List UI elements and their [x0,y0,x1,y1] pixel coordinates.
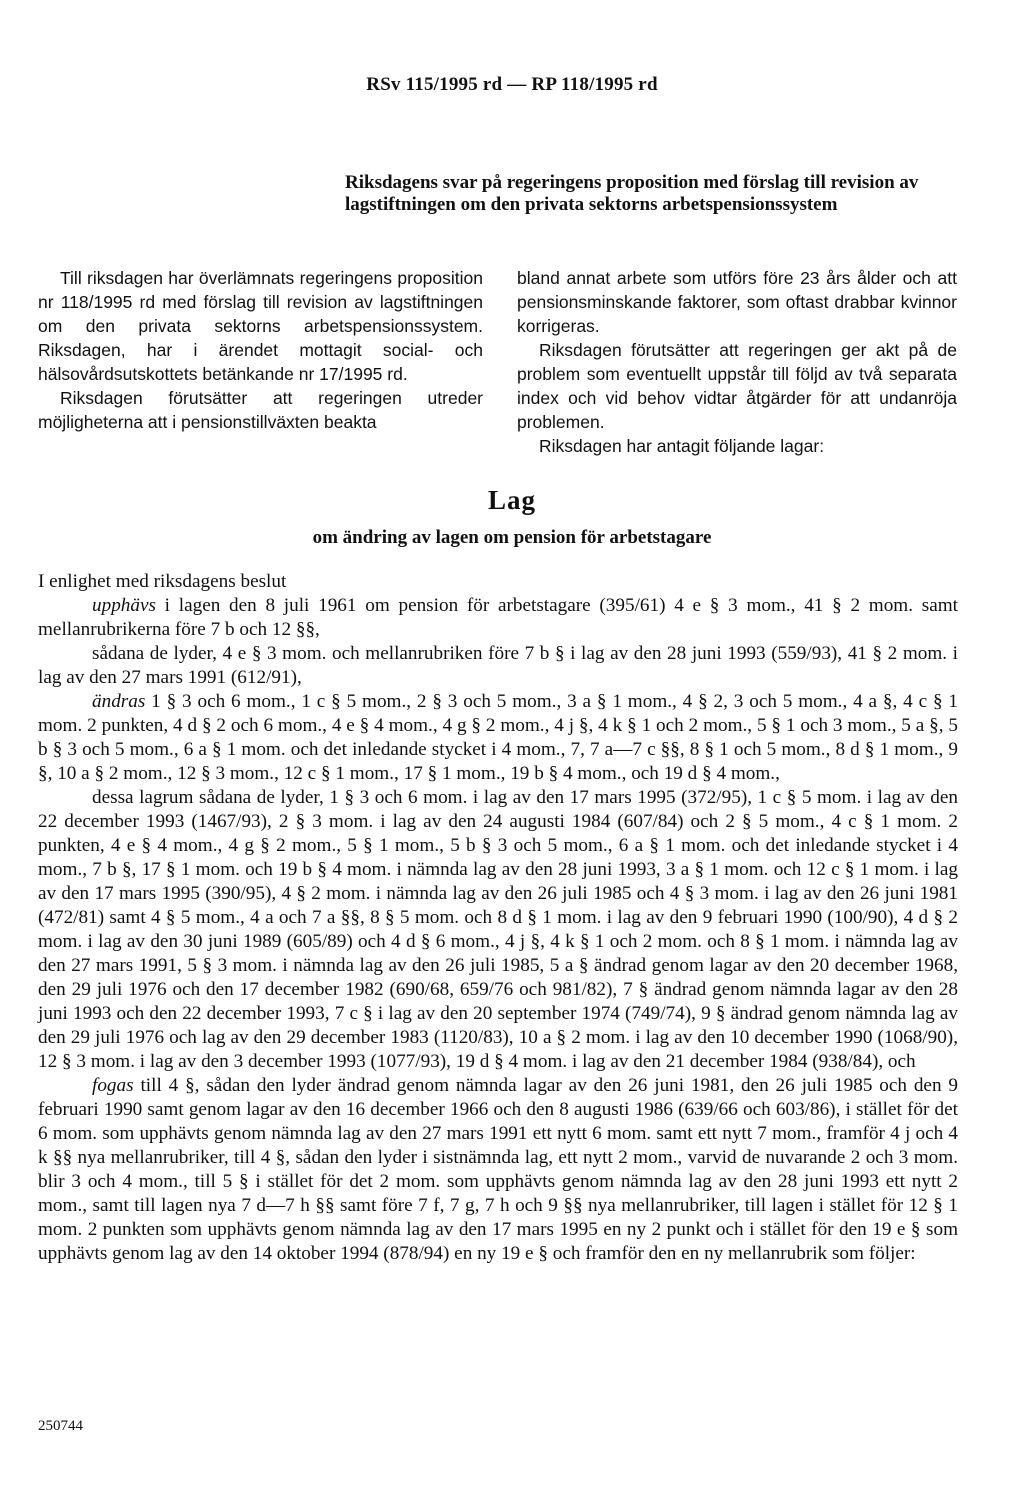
andras-paragraph [38,690,958,786]
page-footer-number: 250744 [38,1418,83,1434]
law-title: Lag [487,485,536,515]
upphavs-paragraph [38,594,958,642]
law-subtitle: om ändring av lagen om pension för arbetstagare [312,527,712,548]
fogas-text: till 4 §, sådan den lyder ändrad genom nämnda lagar av den 26 juni 1981, den 26 juli 1985 och den 9 februari 1990 samt genom lagar av den 16 december 1966 och den 8 augusti 1986 (639/66 och 603/86), i stället för det 6 mom. som upphävts genom nämnda lag av den 27 mars 1991 ett nytt 6 mom. samt ett nytt 7 mom., framför 4 j och 4 k §§ nya mellanrubriker, till 4 §, sådan den lyder i sistnämnda lag, ett nytt 2 mom., varvid de nuvarande 2 och 3 mom. blir 3 och 4 mom., till 5 § i stället för det 2 mom. som upphävts genom nämnda lag av den 28 juni 1993 ett nytt 2 mom., samt till lagen nya 7 d—7 h §§ samt före 7 f, 7 g, 7 h och 9 §§ nya mellanrubriker, till lagen i stället för 12 § 1 mom. 2 punkten som upphävts genom nämnda lag av den 17 mars 1995 en ny 2 punkt och i stället för den 19 e § som upphävts genom lag av den 14 oktober 1994 (878/94) en ny 19 e § och framför den en ny mellanrubrik som följer: [38,1075,958,1264]
page-header: RSv 115/1995 rd — RP 118/1995 rd [366,74,658,95]
right-column [517,266,957,458]
left-paragraph-1: Till riksdagen har överlämnats regeringens proposition nr 118/1995 rd med förslag till revision av lagstiftningen om den privata sektorns arbetspensionssystem. Riksdagen, har i ärendet mottagit social- och hälsovårdsutskottets betänkande nr 17/1995 rd. [38,268,483,384]
left-paragraph-2: Riksdagen förutsätter att regeringen utreder möjligheterna att i pensionstillväxten beakta [38,388,483,432]
andras-sub-paragraph: dessa lagrum sådana de lyder, 1 § 3 och 6 mom. i lag av den 17 mars 1995 (372/95), 1 c § 5 mom. i lag av den 22 december 1993 (1467/93), 2 § 3 mom. i lag av den 24 augusti 1984 (607/84) och 2 § 5 mom., 4 c § 1 mom. 2 punkten, 4 e § 4 mom., 4 g § 2 mom., 5 § 1 mom., 5 b § 3 och 5 mom., 6 a § 1 mom. och det inledande stycket i 4 mom., 7 b §, 17 § 1 mom. och 19 b § 4 mom. i nämnda lag av den 28 juni 1993, 3 a § 1 mom. och 12 c § 1 mom. i lag av den 17 mars 1995 (390/95), 4 § 2 mom. i nämnda lag av den 26 juli 1985 och 4 § 3 mom. i lag av den 26 juni 1981 (472/81) samt 4 § 5 mom., 4 a och 7 a §§, 8 § 5 mom. och 8 d § 1 mom. i lag av den 9 februari 1990 (100/90), 4 d § 2 mom. i lag av den 30 juni 1989 (605/89) och 4 d § 6 mom., 4 j §, 4 k § 1 och 2 mom. och 8 § 1 mom. i nämnda lag av den 27 mars 1991, 5 § 3 mom. i nämnda lag av den 26 juli 1985, 5 a § ändrad genom lagar av den 20 december 1968, den 29 juli 1976 och den 17 december 1982 (690/68, 659/76 och 981/82), 7 § ändrad genom nämnda lagar av den 28 juni 1993 och den 22 december 1993, 7 c § i lag av den 20 september 1974 (749/74), 9 § ändrad genom nämnda lag av den 29 juli 1976 och lag av den 29 december 1983 (1120/83), 10 a § 2 mom. i lag av den 10 december 1990 (1068/90), 12 § 3 mom. i lag av den 3 december 1993 (1077/93), 19 d § 4 mom. i lag av den 21 december 1984 (938/84), och [38,787,958,1072]
law-intro: I enlighet med riksdagens beslut [38,571,287,592]
andras-text: 1 § 3 och 6 mom., 1 c § 5 mom., 2 § 3 och 5 mom., 3 a § 1 mom., 4 § 2, 3 och 5 mom., 4 a §, 4 c § 1 mom. 2 punkten, 4 d § 2 och 6 mom., 4 e § 4 mom., 4 g § 2 mom., 4 j §, 4 k § 1 och 2 mom., 5 § 1 och 3 mom., 5 a §, 5 b § 3 och 5 mom., 6 a § 1 mom. och det inledande stycket i 4 mom., 7, 7 a—7 c §§, 8 § 1 och 5 mom., 8 d § 1 mom., 9 §, 10 a § 2 mom., 12 § 3 mom., 12 c § 1 mom., 17 § 1 mom., 19 b § 4 mom., och 19 d § 4 mom., [38,691,958,784]
document-title: Riksdagens svar på regeringens proposition med förslag till revision av lagstiftningen om den privata sektorns arbetspensionssystem [345,172,919,215]
upphavs-text: i lagen den 8 juli 1961 om pension för arbetstagare (395/61) 4 e § 3 mom., 41 § 2 mom. samt mellanrubrikerna före 7 b och 12 §§, [38,595,958,640]
right-paragraph-2: Riksdagen förutsätter att regeringen ger akt på de problem som eventuellt uppstår till följd av två separata index och vid behov vidtar åtgärder för att undanröja problemen. [517,340,957,432]
left-column [38,266,483,434]
fogas-label: fogas [92,1075,134,1096]
right-paragraph-3: Riksdagen har antagit följande lagar: [539,436,825,456]
law-body [38,570,958,1266]
upphavs-label: upphävs [92,595,156,616]
fogas-paragraph [38,1074,958,1266]
upphavs-sub-paragraph: sådana de lyder, 4 e § 3 mom. och mellanrubriken före 7 b § i lag av den 28 juni 1993 (559/93), 41 § 2 mom. i lag av den 27 mars 1991 (612/91), [38,643,958,688]
andras-label: ändras [92,691,146,712]
right-paragraph-1: bland annat arbete som utförs före 23 års ålder och att pensionsminskande faktorer, som oftast drabbar kvinnor korrigeras. [517,268,957,336]
